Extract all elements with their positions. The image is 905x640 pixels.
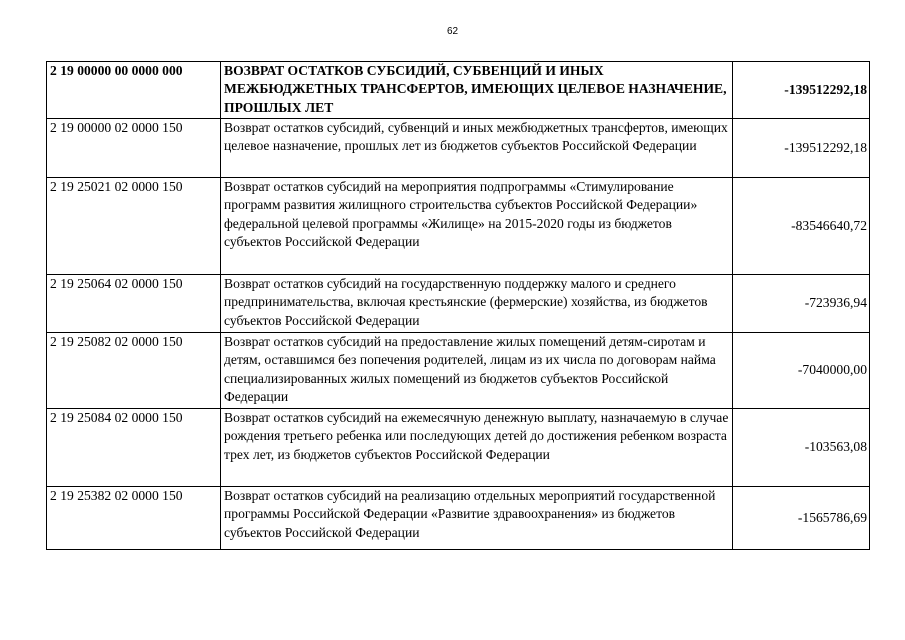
table-row	[47, 487, 870, 550]
description: Возврат остатков субсидий на мероприятия подпрограммы «Стимулирование программ развития жилищного строительства субъектов Российской Федерации» федеральной целевой программы «Жилище» на 2015-2020 годы из бюджетов субъектов Российской Федерации	[221, 178, 733, 275]
budget-code: 2 19 25084 02 0000 150	[47, 409, 221, 487]
description: Возврат остатков субсидий, субвенций и иных межбюджетных трансфертов, имеющих целевое назначение, прошлых лет из бюджетов субъектов Российской Федерации	[221, 119, 733, 178]
amount: -139512292,18	[733, 62, 870, 119]
amount: -1565786,69	[733, 487, 870, 550]
amount: -83546640,72	[733, 178, 870, 275]
table-row	[47, 333, 870, 409]
table-row	[47, 409, 870, 487]
table-row	[47, 178, 870, 275]
table-row	[47, 119, 870, 178]
amount: -7040000,00	[733, 333, 870, 409]
amount: -139512292,18	[733, 119, 870, 178]
description: Возврат остатков субсидий на государственную поддержку малого и среднего предпринимательства, включая крестьянские (фермерские) хозяйства, из бюджетов субъектов Российской Федерации	[221, 275, 733, 333]
budget-code: 2 19 25382 02 0000 150	[47, 487, 221, 550]
budget-code: 2 19 00000 02 0000 150	[47, 119, 221, 178]
page-number: 62	[446, 26, 459, 37]
budget-code: 2 19 25082 02 0000 150	[47, 333, 221, 409]
description: Возврат остатков субсидий на реализацию отдельных мероприятий государственной программы Российской Федерации «Развитие здравоохранения» из бюджетов субъектов Российской Федерации	[221, 487, 733, 550]
amount: -103563,08	[733, 409, 870, 487]
budget-code: 2 19 00000 00 0000 000	[47, 62, 221, 119]
budget-table	[46, 61, 870, 550]
description: Возврат остатков субсидий на предоставление жилых помещений детям-сиротам и детям, оставшимся без попечения родителей, лицам из их числа по договорам найма специализированных жилых помещений из бюджетов субъектов Российской Федерации	[221, 333, 733, 409]
budget-code: 2 19 25064 02 0000 150	[47, 275, 221, 333]
description: ВОЗВРАТ ОСТАТКОВ СУБСИДИЙ, СУБВЕНЦИЙ И ИНЫХ МЕЖБЮДЖЕТНЫХ ТРАНСФЕРТОВ, ИМЕЮЩИХ ЦЕЛЕВОЕ НАЗНАЧЕНИЕ, ПРОШЛЫХ ЛЕТ	[221, 62, 733, 119]
description: Возврат остатков субсидий на ежемесячную денежную выплату, назначаемую в случае рождения третьего ребенка или последующих детей до достижения ребенком возраста трех лет, из бюджетов субъектов Российской Федерации	[221, 409, 733, 487]
table-row	[47, 275, 870, 333]
table-row	[47, 62, 870, 119]
amount: -723936,94	[733, 275, 870, 333]
budget-code: 2 19 25021 02 0000 150	[47, 178, 221, 275]
